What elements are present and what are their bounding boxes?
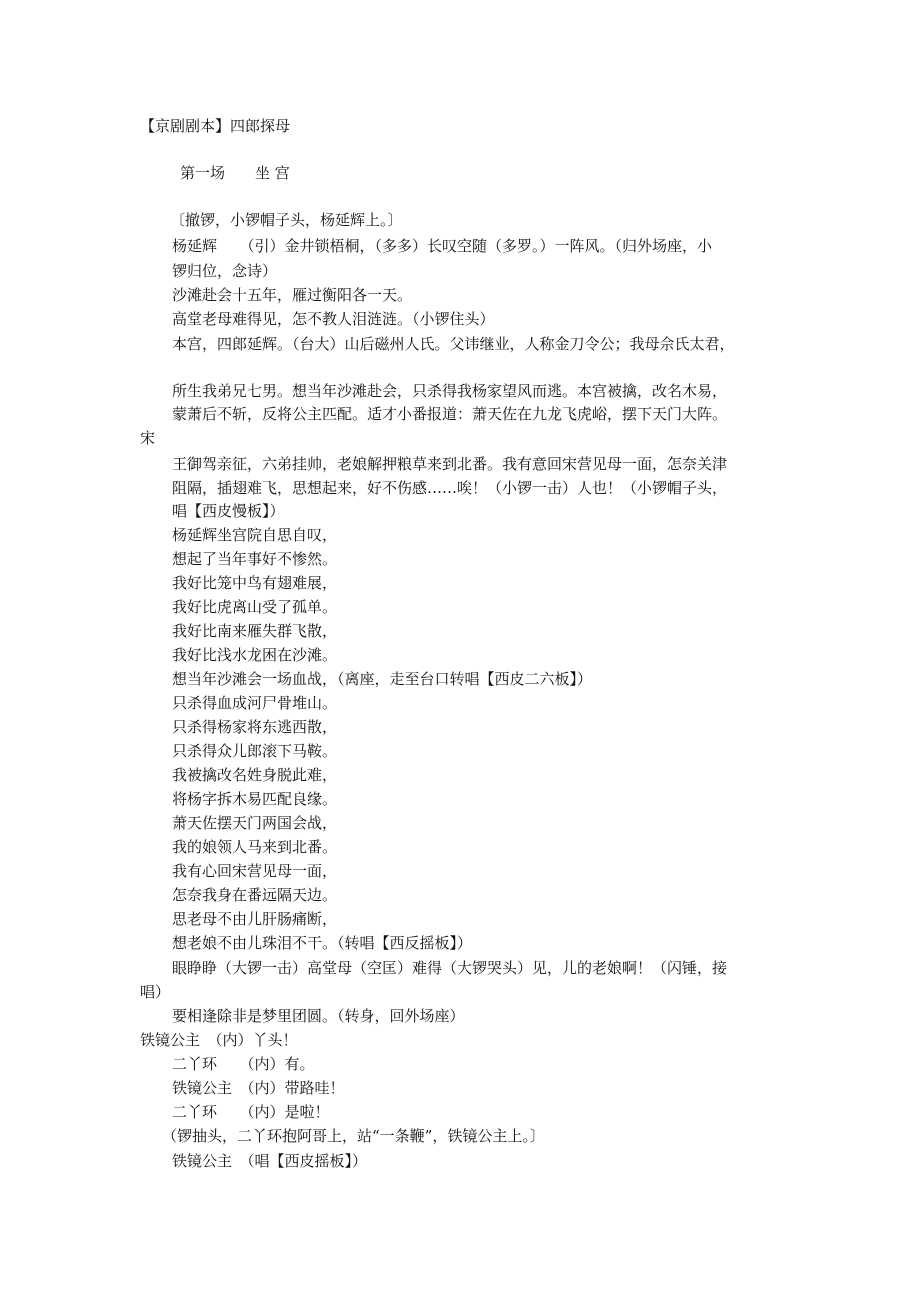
script-line: 高堂老母难得见，怎不教人泪涟涟。（小锣住头）: [172, 310, 495, 328]
script-line: 想老娘不由儿珠泪不干。（转唱【西反摇板】）: [172, 934, 473, 952]
script-line: 只杀得血成河尸骨堆山。: [172, 694, 338, 712]
script-line: 只杀得众儿郎滚下马鞍。: [172, 742, 338, 760]
script-line: 想当年沙滩会一场血战，（离座，走至台口转唱【西皮二六板】）: [172, 670, 593, 688]
script-line: 二丫环 （内）是啦！: [172, 1103, 330, 1121]
script-line: 我好比南来雁失群飞散，: [172, 622, 338, 640]
script-line: 铁镜公主 （内）丫头！: [140, 1031, 298, 1049]
script-line: 宋: [140, 429, 156, 447]
script-line: 铁镜公主 （唱【西皮摇板】）: [172, 1152, 368, 1170]
script-line: 唱）: [140, 983, 171, 1001]
script-line: 本宫，四郎延辉。（台大）山后磁州人氏。父讳继业，人称金刀令公；我母佘氏太君，: [172, 335, 735, 353]
script-line: 蒙萧后不斩，反将公主匹配。适才小番报道：萧天佐在九龙飞虎峪，摆下天门大阵。: [172, 405, 728, 423]
script-line: 二丫环 （内）有。: [172, 1055, 315, 1073]
script-line: 眼睁睁（大锣一击）高堂母（空匡）难得（大锣哭头）见，儿的老娘啊！（闪锤，接: [172, 959, 728, 977]
script-line: 要相逢除非是梦里团圆。（转身，回外场座）: [172, 1007, 465, 1025]
script-line: 锣归位，念诗）: [172, 262, 278, 280]
script-line: 杨延辉坐宫院自思自叹，: [172, 526, 338, 544]
script-line: （锣抽头，二丫环抱阿哥上，站“一条鞭”，铁镜公主上。〕: [162, 1127, 545, 1145]
script-line: 我好比虎离山受了孤单。: [172, 598, 338, 616]
script-line: 唱【西皮慢板】）: [172, 502, 285, 520]
script-line: 怎奈我身在番远隔天边。: [172, 886, 338, 904]
script-line: 萧天佐摆天门两国会战，: [172, 814, 338, 832]
script-line: 所生我弟兄七男。想当年沙滩赴会，只杀得我杨家望风而逃。本宫被擒，改名木易，: [172, 382, 728, 400]
script-line: 沙滩赴会十五年，雁过衡阳各一天。: [172, 286, 413, 304]
script-line: 王御驾亲征，六弟挂帅，老娘解押粮草来到北番。我有意回宋营见母一面，怎奈关津: [172, 455, 728, 473]
document-title: 【京剧剧本】四郎探母: [140, 117, 291, 135]
script-line: 我的娘领人马来到北番。: [172, 838, 338, 856]
script-line: 想起了当年事好不惨然。: [172, 550, 338, 568]
script-line: 铁镜公主 （内）带路哇！: [172, 1079, 345, 1097]
script-line: 阻隔，插翅难飞，思想起来，好不伤感……唉！（小锣一击）人也！（小锣帽子头，: [172, 479, 728, 497]
script-line: 杨延辉 （引）金井锁梧桐，（多多）长叹空随（多罗。）一阵风。（归外场座，小: [172, 237, 713, 255]
script-line: 只杀得杨家将东逃西散，: [172, 718, 338, 736]
script-line: 我好比笼中鸟有翅难展，: [172, 574, 338, 592]
script-line: 我有心回宋营见母一面，: [172, 862, 338, 880]
script-line: 我被擒改名姓身脱此难，: [172, 766, 338, 784]
script-line: 〔撤锣，小锣帽子头，杨延辉上。〕: [170, 211, 403, 229]
script-line: 思老母不由儿肝肠痛断，: [172, 910, 338, 928]
script-line: 我好比浅水龙困在沙滩。: [172, 646, 338, 664]
script-line: 将杨字拆木易匹配良缘。: [172, 790, 338, 808]
scene-heading: 第一场 坐 宫: [180, 164, 290, 182]
